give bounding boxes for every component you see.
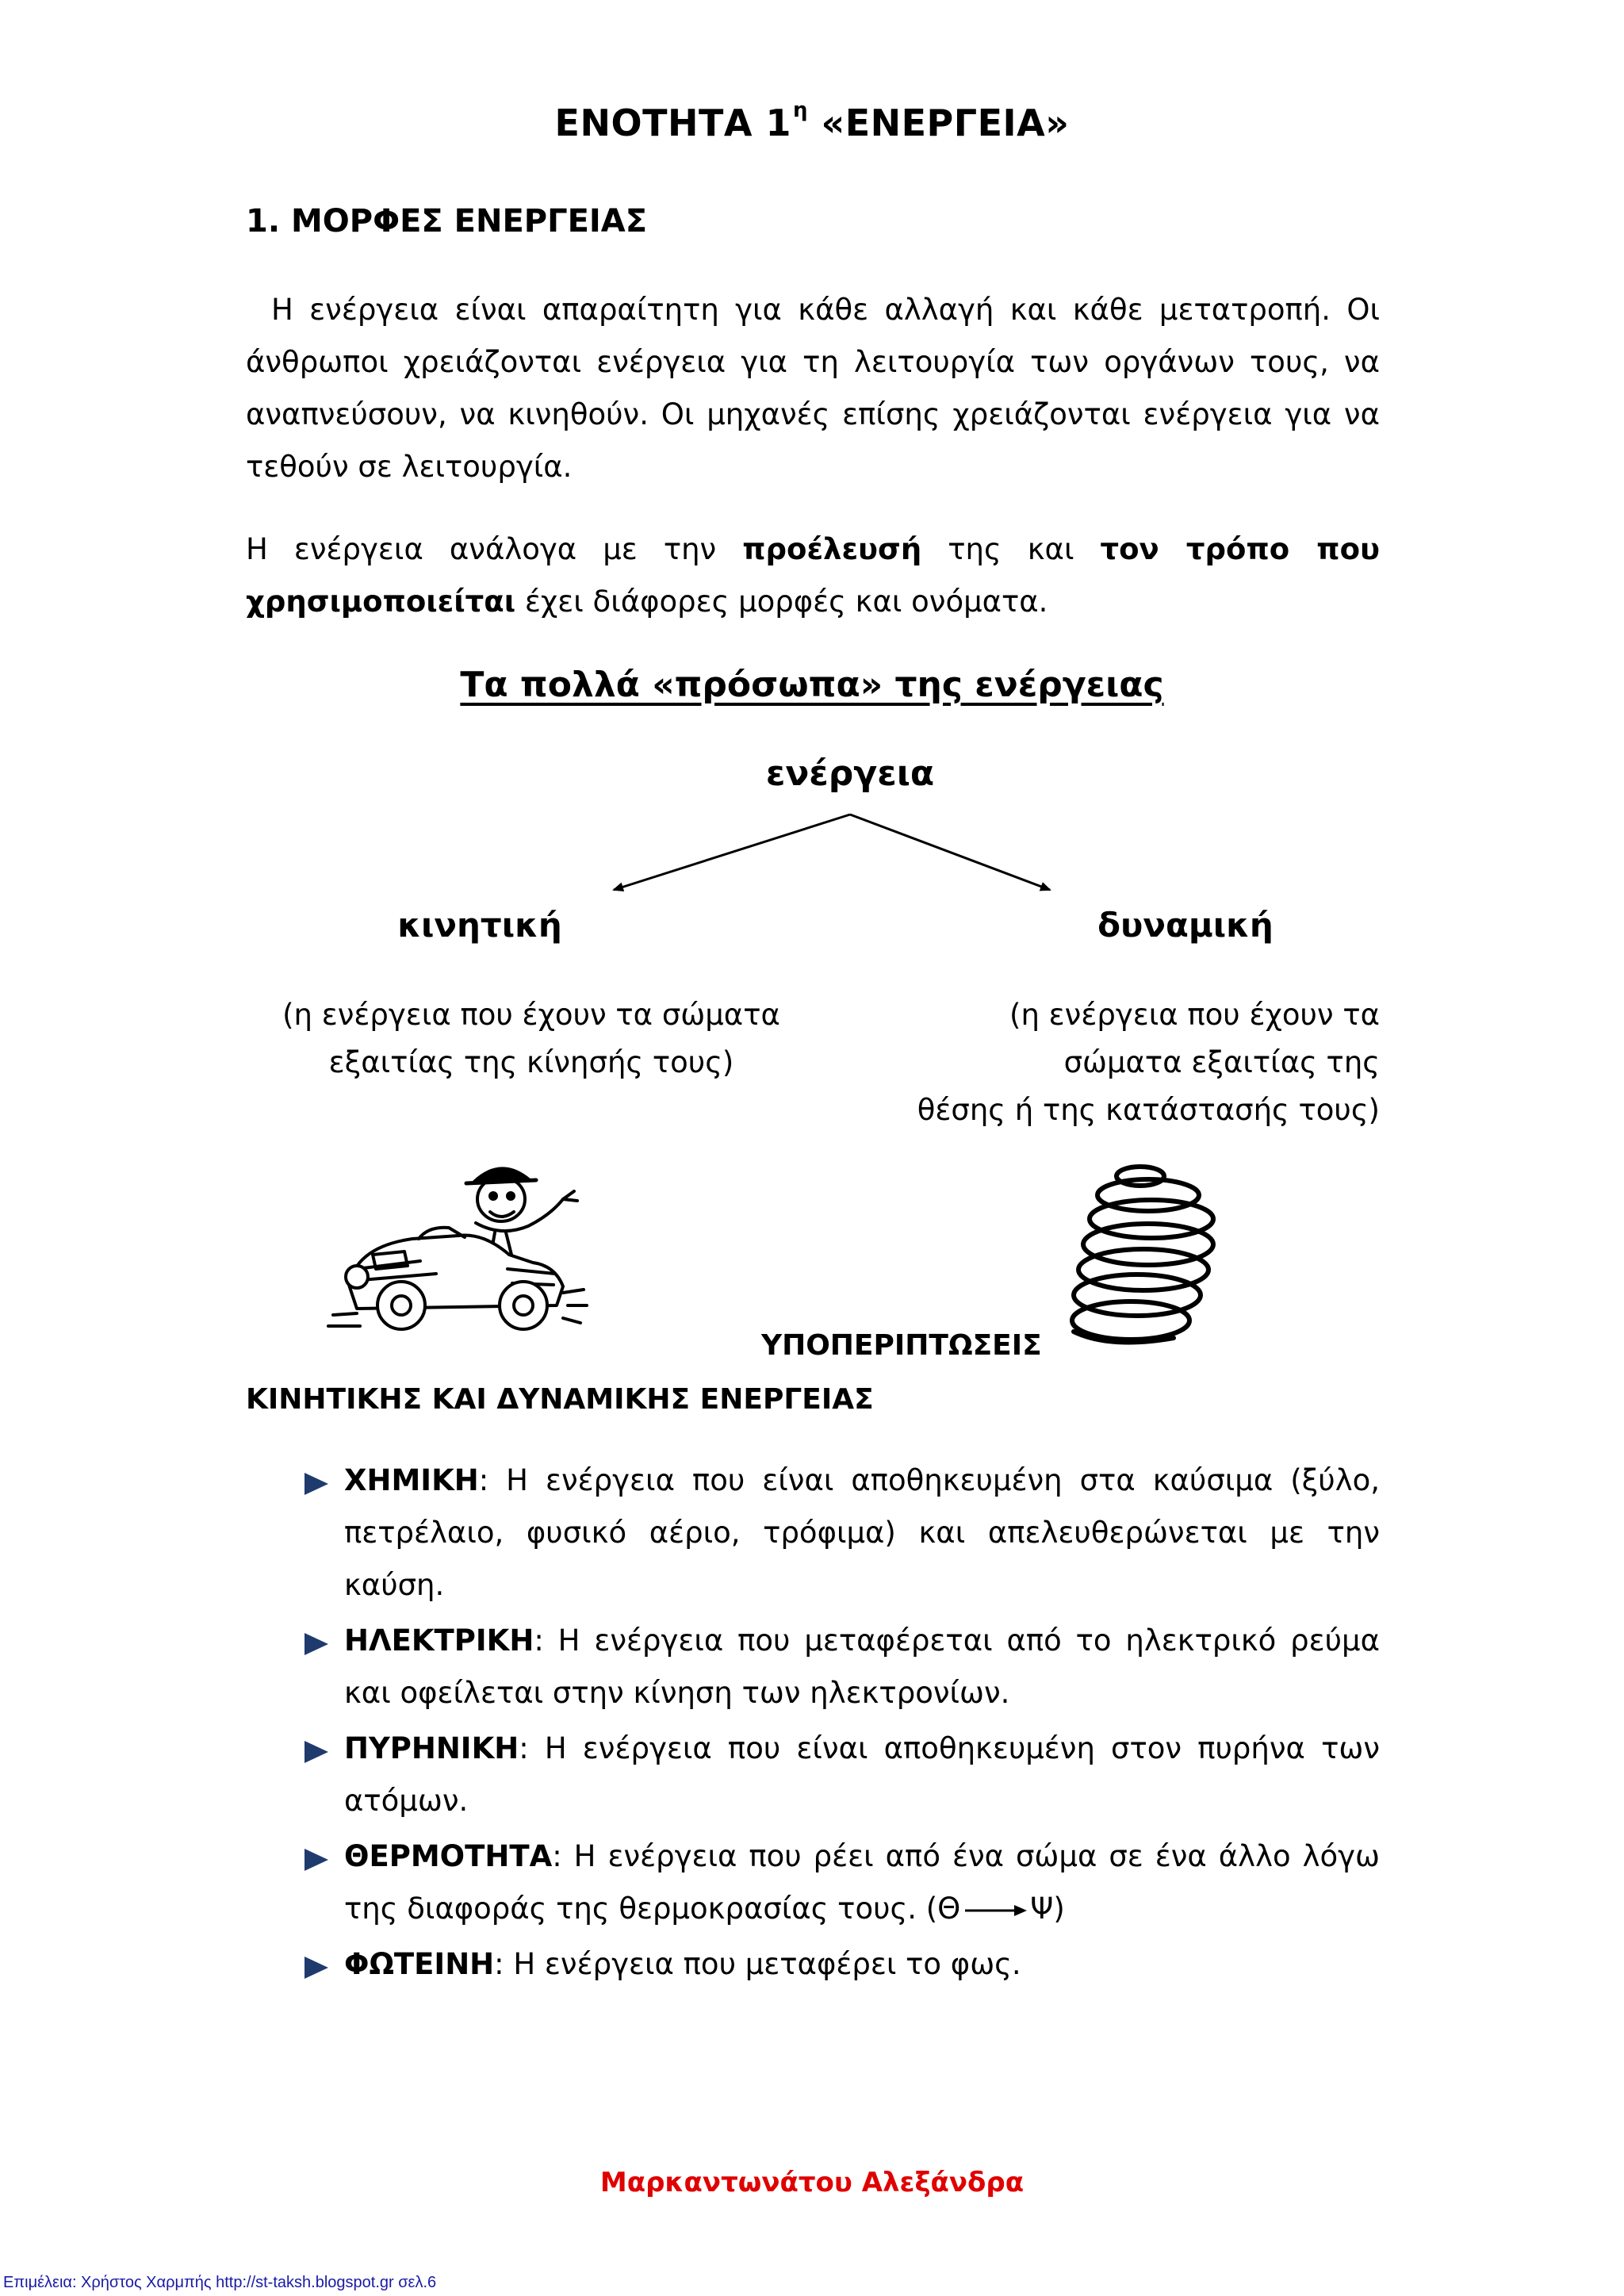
car-driver-icon <box>325 1150 595 1340</box>
bullet-triangle-icon <box>304 1633 328 1655</box>
list-item: ΘΕΡΜΟΤΗΤΑ: Η ενέργεια που ρέει από ένα σώμα σε ένα άλλο λόγω της διαφοράς της θερμοκρασίας τους. (Θ Ψ) <box>300 1830 1380 1935</box>
arrow-to-potential <box>850 815 1050 890</box>
list-item: ΠΥΡΗΝΙΚΗ: Η ενέργεια που είναι αποθηκευμένη στον πυρήνα των ατόμων. <box>300 1723 1380 1827</box>
bullet-triangle-icon <box>304 1473 328 1495</box>
subcases-heading-line1: ΥΠΟΠΕΡΙΠΤΩΣΕΙΣ <box>761 1329 1042 1362</box>
heat-flow-arrow-icon <box>962 1903 1028 1918</box>
bullet-triangle-icon <box>304 1849 328 1871</box>
bold-origin: προέλευσή <box>742 532 922 566</box>
page-footer: Επιμέλεια: Χρήστος Χαρμπής http://st-taksh.blogspot.gr σελ.6 <box>3 2274 437 2291</box>
energy-term: ΠΥΡΗΝΙΚΗ <box>344 1731 519 1765</box>
list-item: ΦΩΤΕΙΝΗ: Η ενέργεια που μεταφέρει το φως. <box>300 1938 1380 1991</box>
list-item: ΗΛΕΚΤΡΙΚΗ: Η ενέργεια που μεταφέρεται από το ηλεκτρικό ρεύμα και οφείλεται στην κίνηση των ηλεκτρονίων. <box>300 1615 1380 1719</box>
diagram-node-kinetic: κινητική <box>397 906 562 945</box>
title-superscript: η <box>792 98 808 122</box>
energy-term: ΗΛΕΚΤΡΙΚΗ <box>344 1623 534 1658</box>
arrow-to-kinetic <box>614 815 850 890</box>
energy-term: ΦΩΤΕΙΝΗ <box>344 1947 495 1981</box>
section-heading: 1. ΜΟΡΦΕΣ ΕΝΕΡΓΕΙΑΣ <box>246 203 648 240</box>
diagram-root-node: ενέργεια <box>765 753 935 794</box>
forms-paragraph: Η ενέργεια ανάλογα με την προέλευσή της και τον τρόπο που χρησιμοποιείται έχει διάφορες μορφές και ονόματα. <box>246 532 1380 619</box>
page-title: ΕΝΟΤΗΤΑ $1^\eta$ «ΕΝΕΡΓΕΙΑ» <box>554 98 1070 144</box>
bullet-triangle-icon <box>304 1957 328 1979</box>
energy-types-list <box>300 1455 1380 1994</box>
subcases-heading-line2: ΚΙΝΗΤΙΚΗΣ ΚΑΙ ΔΥΝΑΜΙΚΗΣ ΕΝΕΡΓΕΙΑΣ <box>246 1383 874 1416</box>
potential-description: (η ενέργεια που έχουν τα σώματα εξαιτίας της θέσης ή της κατάστασής τους) <box>917 998 1380 1127</box>
diagram-node-potential: δυναμική <box>1097 906 1274 945</box>
kinetic-description: (η ενέργεια που έχουν τα σώματα εξαιτίας της κίνησής τους) <box>282 998 780 1079</box>
coil-spring-icon <box>1055 1162 1253 1352</box>
bullet-triangle-icon <box>304 1741 328 1763</box>
intro-paragraph: Η ενέργεια είναι απαραίτητη για κάθε αλλαγή και κάθε μετατροπή. Οι άνθρωποι χρειάζονται ενέργεια για τη λειτουργία των οργάνων τους, να αναπνεύσουν, να κινηθούν. Οι μηχανές επίσης χρειάζονται ενέργεια για να τεθούν σε λειτουργία. <box>246 293 1380 484</box>
list-item: ΧΗΜΙΚΗ: Η ενέργεια που είναι αποθηκευμένη στα καύσιμα (ξύλο, πετρέλαιο, φυσικό αέριο, τρόφιμα) και απελευθερώνεται με την καύση. <box>300 1455 1380 1612</box>
energy-term: ΧΗΜΙΚΗ <box>344 1463 479 1497</box>
energy-term: ΘΕΡΜΟΤΗΤΑ <box>344 1839 553 1873</box>
bold-usage: τον τρόπο που χρησιμοποιείται <box>246 532 1380 619</box>
author-name: Μαρκαντωνάτου Αλεξάνδρα <box>599 2167 1025 2198</box>
diagram-subtitle: Τα πολλά «πρόσωπα» της ενέργειας <box>460 665 1164 705</box>
